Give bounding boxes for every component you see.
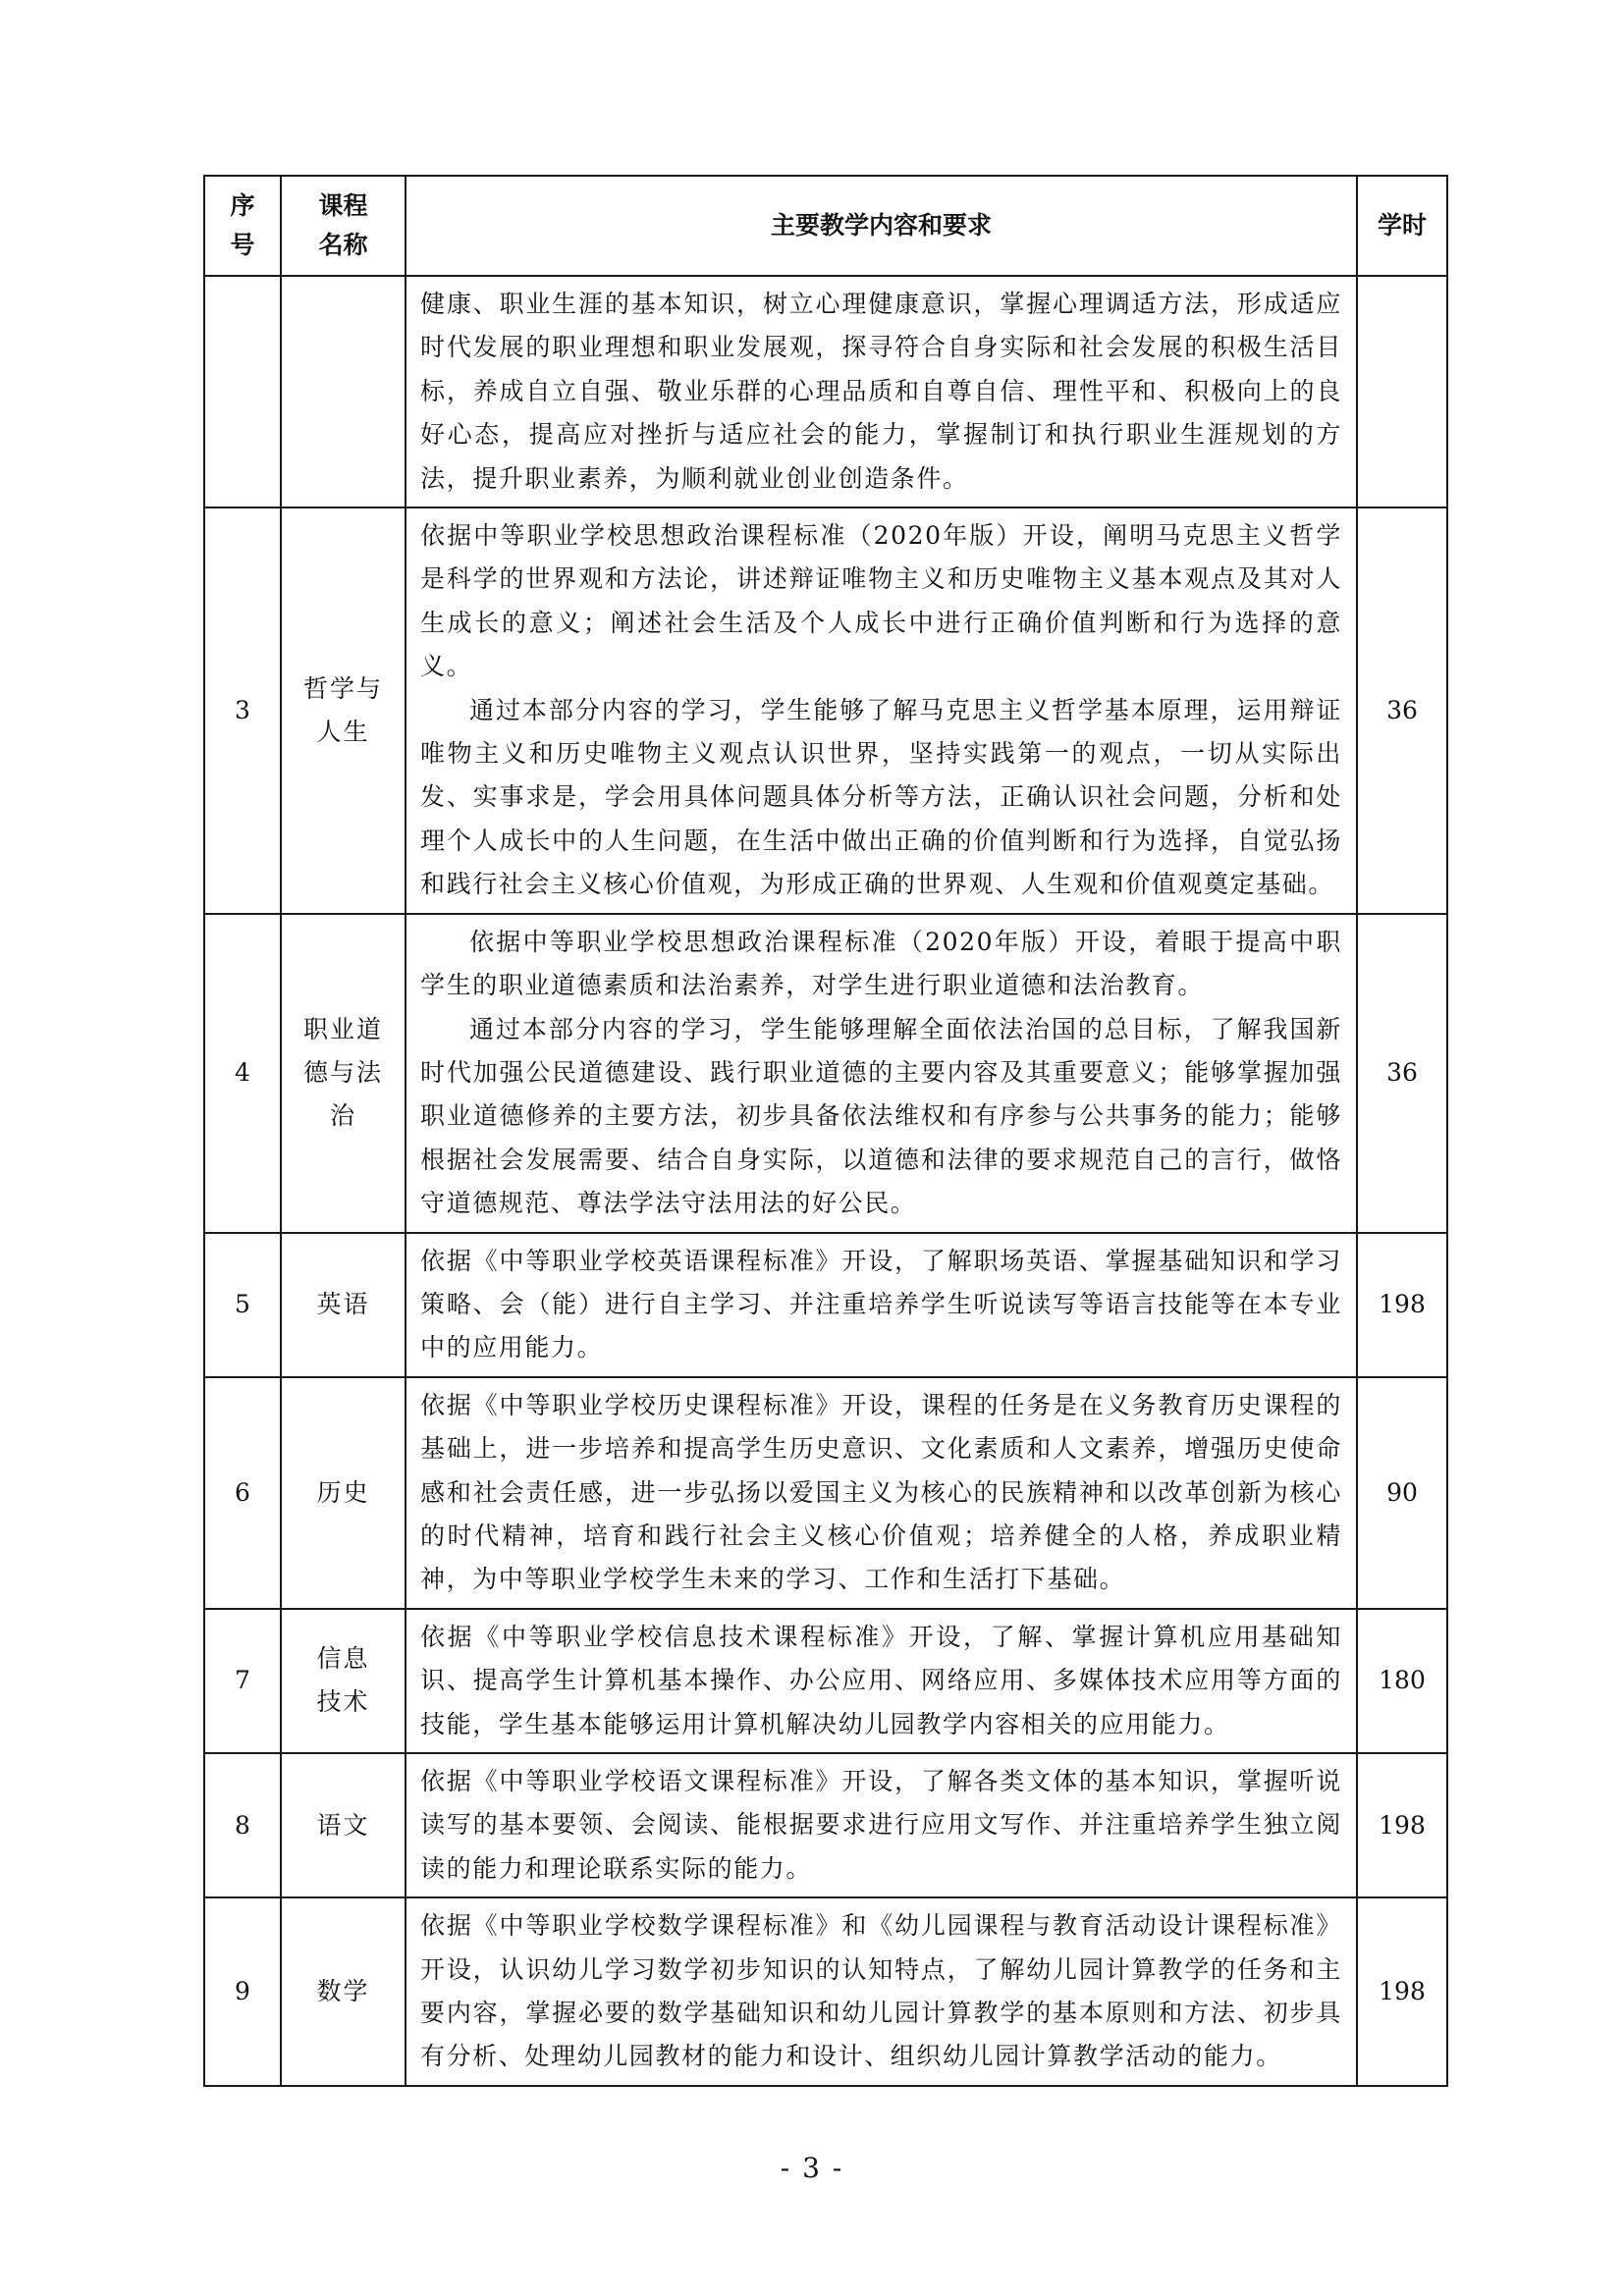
content-paragraph: 通过本部分内容的学习，学生能够了解马克思主义哲学基本原理，运用辩证唯物主义和历史唯物主义观点认识世界，坚持实践第一的观点，一切从实际出发、实事求是，学会用具体问题具体分析等方法，正确认识社会问题，分析和处理个人成长中的人生问题，在生活中做出正确的价值判断和行为选择，自觉弘扬和践行社会主义核心价值观，为形成正确的世界观、人生观和价值观奠定基础。 (420, 695, 1342, 899)
content-paragraph: 依据中等职业学校思想政治课程标准（2020年版）开设，着眼于提高中职学生的职业道德素质和法治素养，对学生进行职业道德和法治教育。 (420, 927, 1342, 1000)
course-name-line: 信息 (316, 1644, 370, 1674)
table-row (204, 276, 1447, 507)
row-content (406, 914, 1357, 1233)
header-hours: 学时 (1357, 176, 1447, 276)
content-paragraph: 依据《中等职业学校语文课程标准》开设，了解各类文体的基本知识，掌握听说读写的基本要领、会阅读、能根据要求进行应用文写作、并注重培养学生独立阅读的能力和理论联系实际的能力。 (420, 1767, 1342, 1883)
table-row (204, 1609, 1447, 1753)
table-row (204, 1897, 1447, 2086)
row-content (406, 1897, 1357, 2086)
header-seq (204, 176, 281, 276)
row-content (406, 1609, 1357, 1753)
row-seq: 9 (204, 1897, 281, 2086)
row-course-name (281, 1897, 406, 2086)
course-name-line: 语文 (316, 1810, 370, 1840)
row-seq: 7 (204, 1609, 281, 1753)
course-name-line: 哲学与 (302, 673, 383, 703)
row-hours: 198 (1357, 1753, 1447, 1897)
header-name-line-1: 课程 (318, 191, 368, 220)
content-paragraph: 依据《中等职业学校英语课程标准》开设，了解职场英语、掌握基础知识和学习策略、会（能）进行自主学习、并注重培养学生听说读写等语言技能等在本专业中的应用能力。 (420, 1246, 1342, 1362)
page-number: - 3 - (780, 2152, 844, 2184)
row-course-name (281, 507, 406, 914)
content-paragraph: 通过本部分内容的学习，学生能够理解全面依法治国的总目标，了解我国新时代加强公民道德建设、践行职业道德的主要内容及其重要意义；能够掌握加强职业道德修养的主要方法，初步具备依法维权和有序参与公共事务的能力；能够根据社会发展需要、结合自身实际，以道德和法律的要求规范自己的言行，做恪守道德规范、尊法学法守法用法的好公民。 (420, 1014, 1342, 1218)
content-paragraph: 依据《中等职业学校历史课程标准》开设，课程的任务是在义务教育历史课程的基础上，进一步培养和提高学生历史意识、文化素质和人文素养，增强历史使命感和社会责任感，进一步弘扬以爱国主义为核心的民族精神和以改革创新为核心的时代精神，培育和践行社会主义核心价值观；培养健全的人格，养成职业精神，为中等职业学校学生未来的学习、工作和生活打下基础。 (420, 1390, 1342, 1594)
course-name-line: 职业道 (302, 1015, 383, 1044)
header-content: 主要教学内容和要求 (406, 176, 1357, 276)
table-header (204, 176, 1447, 276)
course-name-line: 技术 (316, 1687, 370, 1717)
table-row (204, 1377, 1447, 1609)
table-row (204, 1753, 1447, 1897)
content-paragraph: 健康、职业生涯的基本知识，树立心理健康意识，掌握心理调适方法，形成适应时代发展的职业理想和职业发展观，探寻符合自身实际和社会发展的积极生活目标，养成自立自强、敬业乐群的心理品质和自尊自信、理性平和、积极向上的良好心态，提高应对挫折与适应社会的能力，掌握制订和执行职业生涯规划的方法，提升职业素养，为顺利就业创业创造条件。 (420, 290, 1342, 493)
header-seq-line-1: 序 (230, 191, 255, 220)
table-row (204, 1233, 1447, 1377)
row-hours: 90 (1357, 1377, 1447, 1609)
course-name-line: 治 (329, 1101, 356, 1131)
row-content (406, 1233, 1357, 1377)
header-course-name (281, 176, 406, 276)
row-seq (204, 276, 281, 507)
header-name-line-2: 名称 (318, 231, 368, 259)
row-hours: 36 (1357, 914, 1447, 1233)
table-body (204, 276, 1447, 2086)
content-paragraph: 依据《中等职业学校信息技术课程标准》开设，了解、掌握计算机应用基础知识、提高学生计算机基本操作、办公应用、网络应用、多媒体技术应用等方面的技能，学生基本能够运用计算机解决幼儿园教学内容相关的应用能力。 (420, 1622, 1342, 1738)
table-row (204, 914, 1447, 1233)
row-hours: 36 (1357, 507, 1447, 914)
course-name-line: 人生 (316, 717, 370, 746)
row-course-name (281, 914, 406, 1233)
row-course-name (281, 1753, 406, 1897)
content-paragraph: 依据《中等职业学校数学课程标准》和《幼儿园课程与教育活动设计课程标准》开设，认识幼儿学习数学初步知识的认知特点，了解幼儿园计算教学的任务和主要内容，掌握必要的数学基础知识和幼儿园计算教学的基本原则和方法、初步具有分析、处理幼儿园教材的能力和设计、组织幼儿园计算教学活动的能力。 (420, 1911, 1342, 2071)
row-content (406, 1753, 1357, 1897)
course-name-line: 数学 (316, 1977, 370, 2006)
row-course-name (281, 1609, 406, 1753)
row-course-name (281, 276, 406, 507)
content-paragraph: 依据中等职业学校思想政治课程标准（2020年版）开设，阐明马克思主义哲学是科学的世界观和方法论，讲述辩证唯物主义和历史唯物主义基本观点及其对人生成长的意义；阐述社会生活及个人成长中进行正确价值判断和行为选择的意义。 (420, 521, 1342, 681)
course-name-line: 历史 (316, 1477, 370, 1507)
row-seq: 8 (204, 1753, 281, 1897)
row-course-name (281, 1377, 406, 1609)
course-name-line: 德与法 (302, 1058, 383, 1088)
row-content (406, 276, 1357, 507)
table-row (204, 507, 1447, 914)
row-hours: 198 (1357, 1897, 1447, 2086)
row-hours (1357, 276, 1447, 507)
row-seq: 5 (204, 1233, 281, 1377)
row-seq: 4 (204, 914, 281, 1233)
row-seq: 3 (204, 507, 281, 914)
row-content (406, 1377, 1357, 1609)
header-row (204, 176, 1447, 276)
header-seq-line-2: 号 (230, 231, 255, 259)
row-hours: 180 (1357, 1609, 1447, 1753)
course-table (203, 175, 1448, 2087)
row-course-name (281, 1233, 406, 1377)
course-name-line: 英语 (316, 1290, 370, 1319)
row-seq: 6 (204, 1377, 281, 1609)
row-hours: 198 (1357, 1233, 1447, 1377)
row-content (406, 507, 1357, 914)
